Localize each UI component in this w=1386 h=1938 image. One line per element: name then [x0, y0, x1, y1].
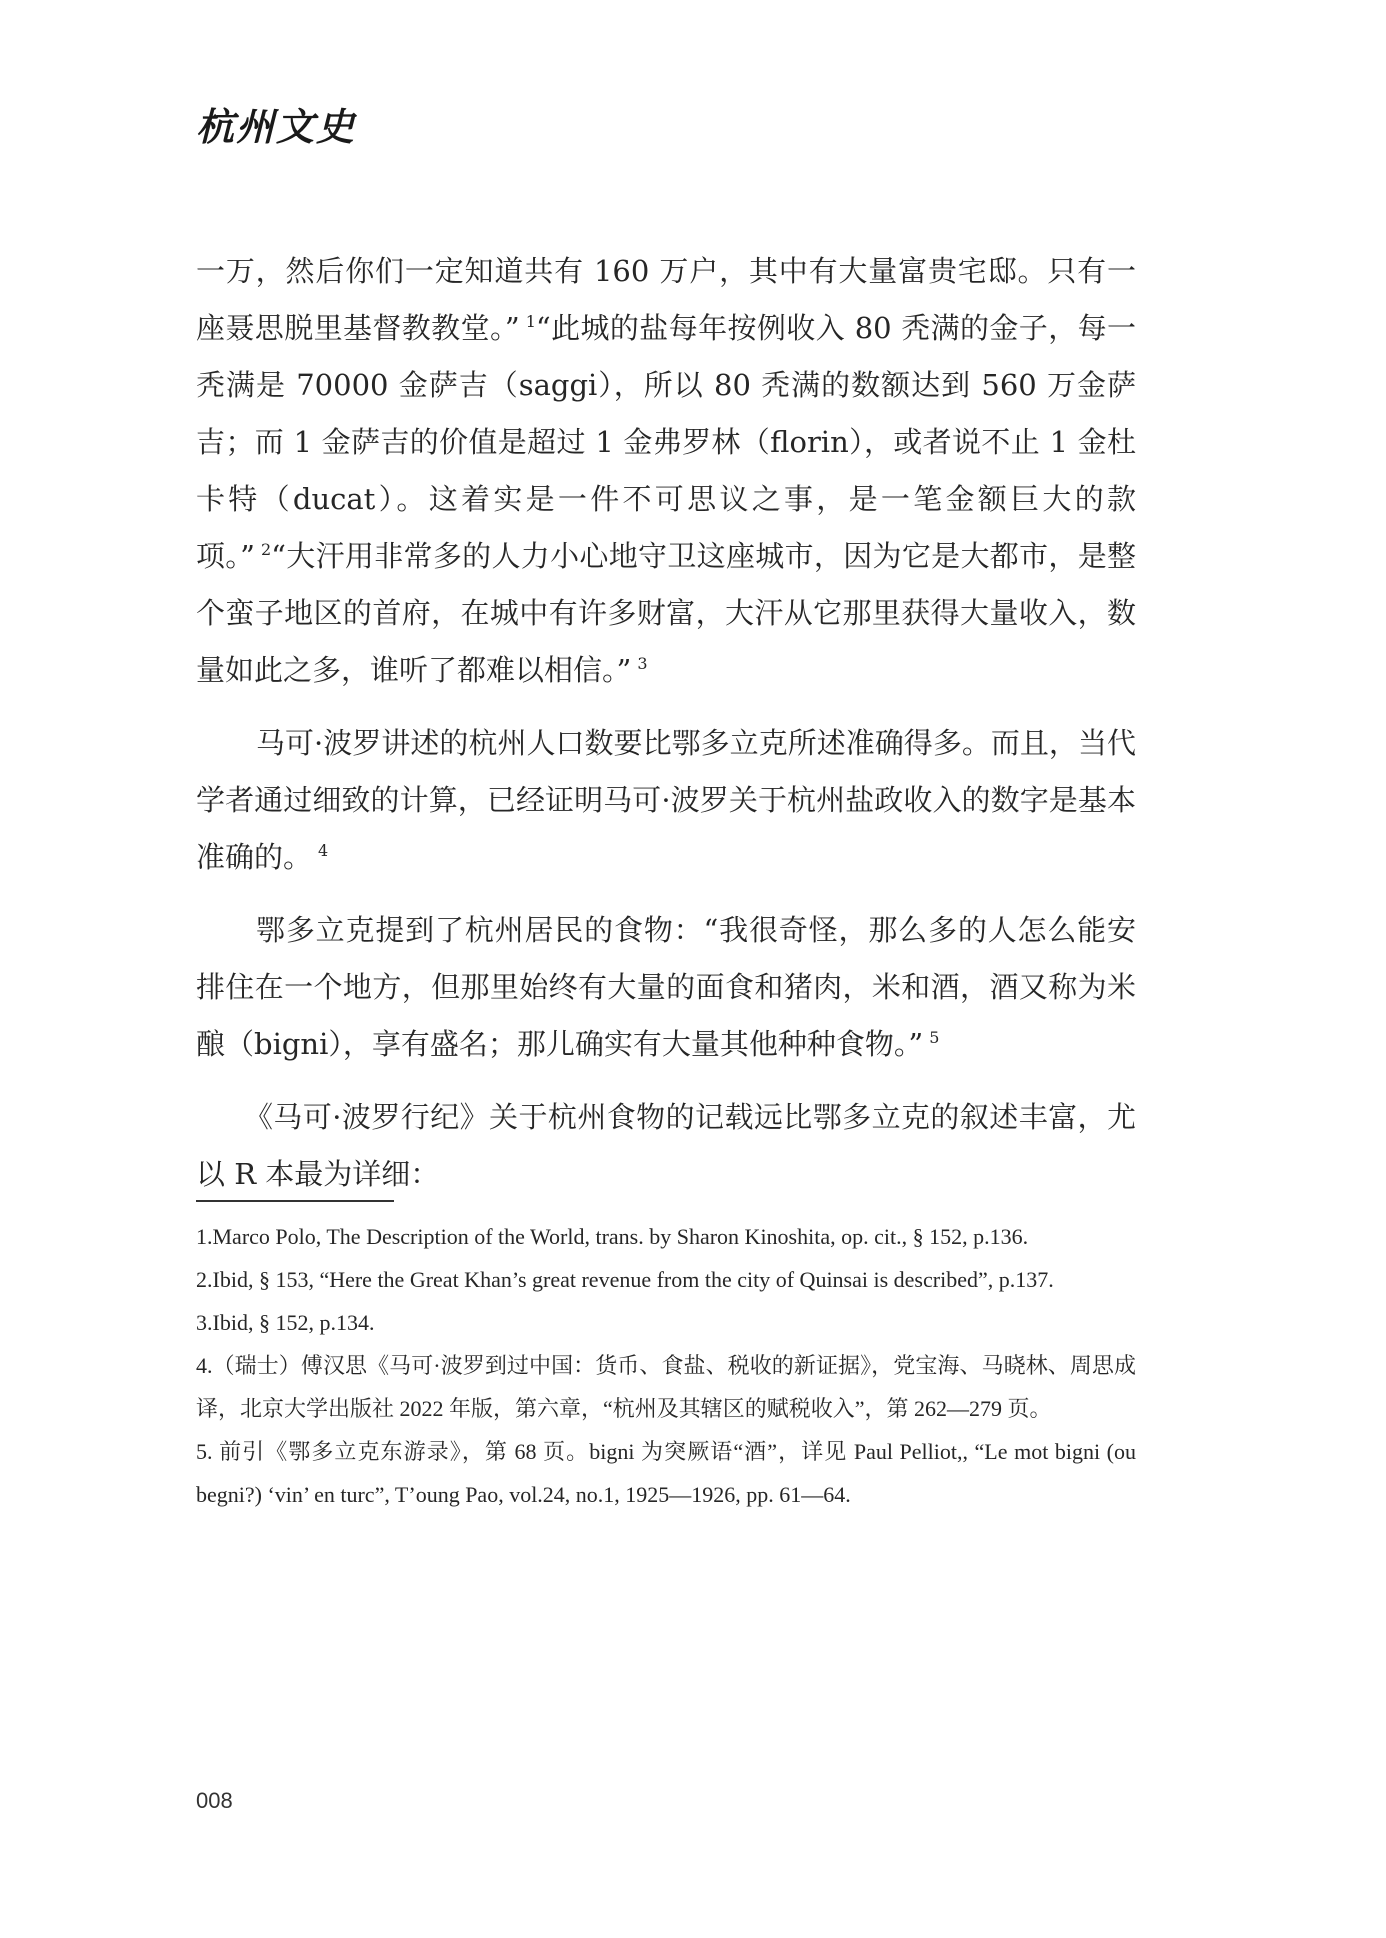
footnote-ref-4: 4	[318, 841, 329, 861]
footnote-3: 3.Ibid, § 152, p.134.	[196, 1310, 375, 1335]
paragraph-2	[196, 715, 1136, 886]
paragraph-2-text: 马可·波罗讲述的杭州人口数要比鄂多立克所述准确得多。而且，当代学者通过细致的计算，已经证明马可·波罗关于杭州盐政收入的数字是基本准确的。	[196, 726, 1136, 874]
paragraph-1	[196, 243, 1136, 699]
paragraph-3-text: 鄂多立克提到了杭州居民的食物：“我很奇怪，那么多的人怎么能安排住在一个地方，但那里始终有大量的面食和猪肉，米和酒，酒又称为米酿（bigni），享有盛名；那儿确实有大量其他种种食物。”	[196, 913, 1136, 1061]
footnote-1: 1.Marco Polo, The Description of the World, trans. by Sharon Kinoshita, op. cit., § 152, p.136.	[196, 1224, 1029, 1249]
footnote-4: 4.（瑞士）傅汉思《马可·波罗到过中国：货币、食盐、税收的新证据》，党宝海、马晓林、周思成译，北京大学出版社 2022 年版，第六章，“杭州及其辖区的赋税收入”，第 262—279 页。	[196, 1353, 1136, 1421]
footnote-ref-3: 3	[637, 654, 648, 674]
page-number: 008	[196, 1788, 233, 1813]
paragraph-1-text-c: “大汗用非常多的人力小心地守卫这座城市，因为它是大都市，是整个蛮子地区的首府，在城中有许多财富，大汗从它那里获得大量收入，数量如此之多，谁听了都难以相信。”	[196, 539, 1137, 687]
footnote-divider	[196, 1200, 394, 1202]
paragraph-4-text: 《马可·波罗行纪》关于杭州食物的记载远比鄂多立克的叙述丰富，尤以 R 本最为详细：	[196, 1100, 1136, 1191]
footnote-ref-2: 2	[260, 540, 272, 560]
running-header-title: 杭州文史	[196, 104, 357, 149]
footnote-ref-5: 5	[929, 1028, 940, 1048]
paragraph-1-text-a: 一万，然后你们一定知道共有 160 万户，其中有大量富贵宅邸。只有一座聂思脱里基督教教堂。”	[196, 254, 1136, 345]
paragraph-3	[196, 902, 1136, 1073]
paragraph-4	[196, 1089, 1136, 1203]
footnotes	[196, 1215, 1136, 1516]
footnote-2: 2.Ibid, § 153, “Here the Great Khan’s great revenue from the city of Quinsai is described”, p.137.	[196, 1267, 1054, 1292]
footnote-ref-1: 1	[525, 312, 536, 332]
footnote-5: 5. 前引《鄂多立克东游录》，第 68 页。bigni 为突厥语“酒”，详见 Paul Pelliot,, “Le mot bigni (ou begni?) ‘vin’ en turc”, T’oung Pao, vol.24, no.1, 1925—1926, pp. 61—64.	[196, 1439, 1136, 1507]
paragraph-1-text-b: “此城的盐每年按例收入 80 秃满的金子，每一秃满是 70000 金萨吉（saggi），所以 80 秃满的数额达到 560 万金萨吉；而 1 金萨吉的价值是超过 1 金弗罗林（florin），或者说不止 1 金杜卡特（ducat）。这着实是一件不可思议之事，是一笔金额巨大的款项。”	[196, 311, 1136, 573]
body-text	[196, 243, 1136, 1203]
